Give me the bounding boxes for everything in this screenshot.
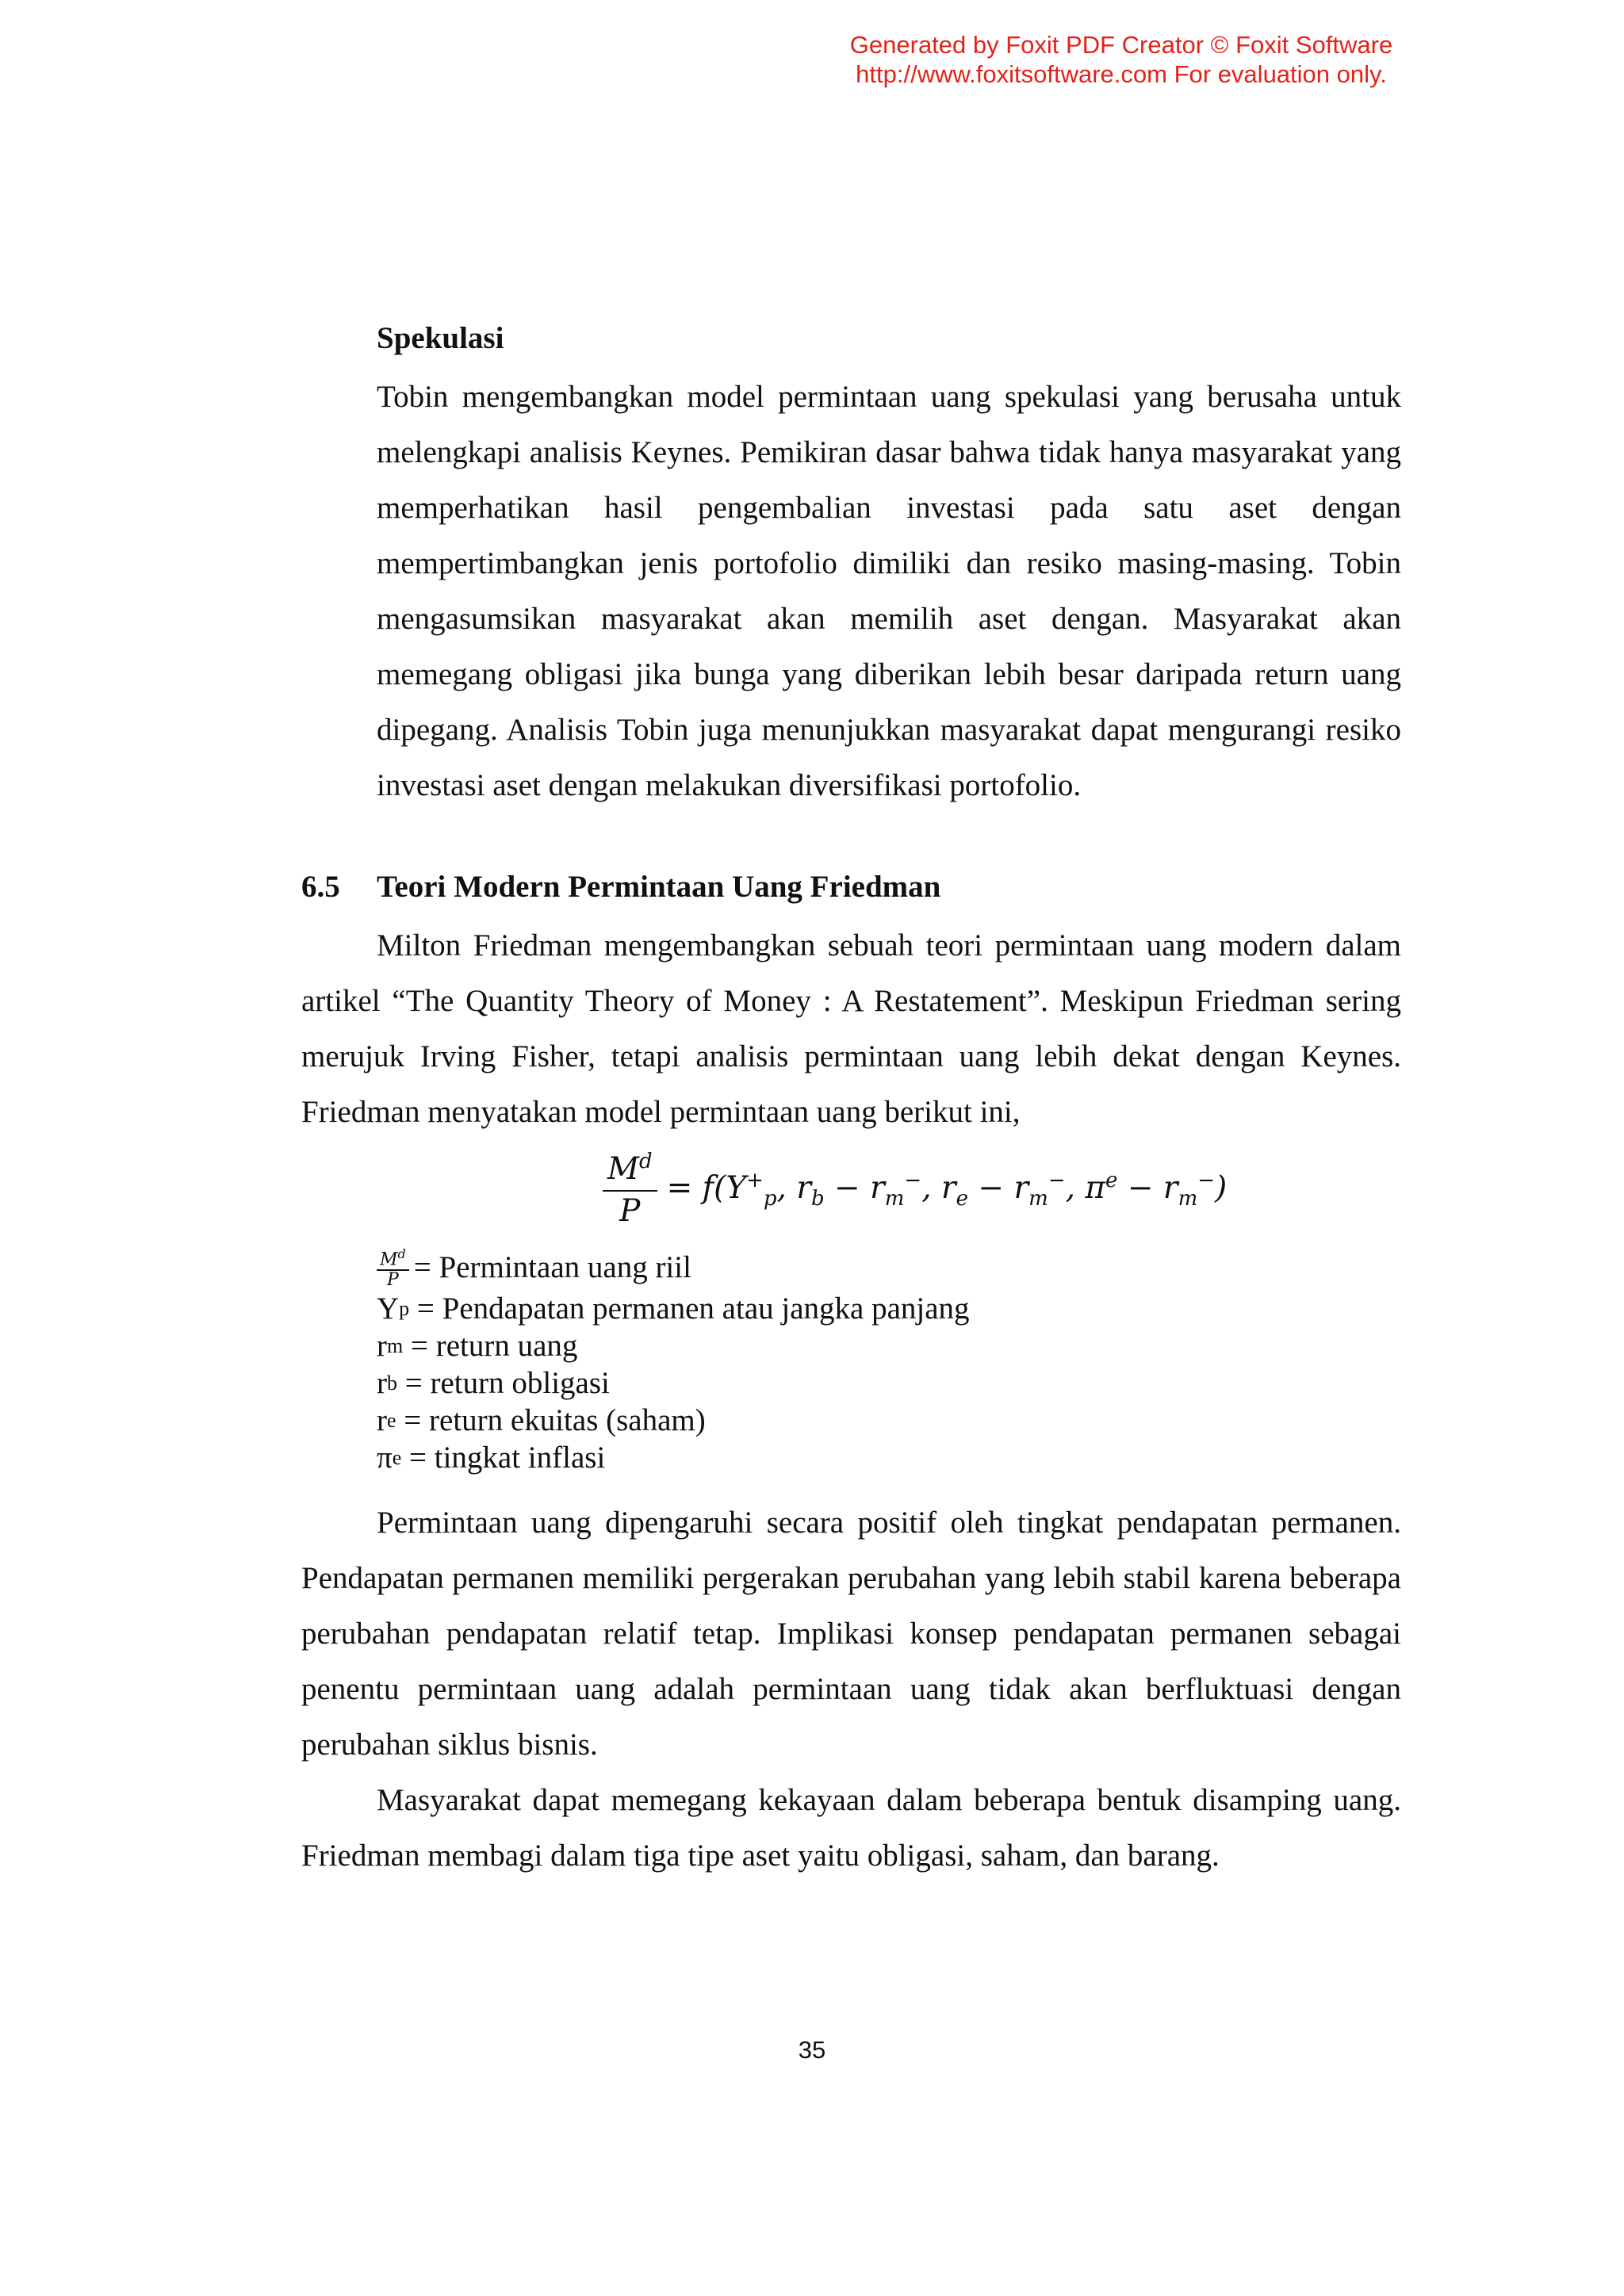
definition-md-over-p: $\frac{M^d}{P}$ = Permintaan uang riil xyxy=(377,1245,1170,1290)
paragraph-permanent-income: Permintaan uang dipengaruhi secara positif oleh tingkat pendapatan permanen. Pendapatan permanen memiliki pergerakan perubahan yang lebih stabil karena beberapa perubahan pendapatan relatif tetap. Implikasi konsep pendapatan permanen sebagai penentu permintaan uang adalah permintaan uang tidak akan berfluktuasi dengan perubahan siklus bisnis. xyxy=(301,1506,1401,1762)
section-number: 6.5 xyxy=(301,870,340,904)
definition-rm: r m = return uang xyxy=(377,1329,578,1364)
formula-fraction xyxy=(603,1150,657,1229)
watermark xyxy=(812,30,1431,89)
section-intro xyxy=(301,918,1401,1140)
definition-pi: π e = tingkat inflasi xyxy=(377,1441,606,1475)
paragraph-wealth-forms: Masyarakat dapat memegang kekayaan dalam beberapa bentuk disamping uang. Friedman membagi dalam tiga tipe aset yaitu obligasi, saham, dan barang. xyxy=(301,1783,1401,1873)
formula-definitions xyxy=(377,1245,1170,1476)
watermark-line-1: Generated by Foxit PDF Creator © Foxit Software xyxy=(849,31,1393,59)
definition-fraction: $\frac{M^d}{P}$ xyxy=(377,1245,409,1290)
speculation-paragraph-text: Tobin mengembangkan model permintaan uang spekulasi yang berusaha untuk melengkapi analisis Keynes. Pemikiran dasar bahwa tidak hanya masyarakat yang memperhatikan hasil pengembalian investasi pada satu aset dengan mempertimbangkan jenis portofolio dimiliki dan resiko masing-masing. Tobin mengasumsikan masyarakat akan memilih aset dengan. Masyarakat akan memegang obligasi jika bunga yang diberikan lebih besar daripada return uang dipegang. Analisis Tobin juga menunjukkan masyarakat dapat mengurangi resiko investasi aset dengan melakukan diversifikasi portofolio. xyxy=(377,380,1401,802)
definition-yp: Y p = Pendapatan permanen atau jangka panjang xyxy=(377,1292,970,1326)
formula-rhs: = $f(Y^+_p$, $r_b - r_m^-$, $r_e - r_m^-$, $\pi^e - r_m^-$) xyxy=(666,1168,1228,1211)
definition-re: r e = return ekuitas (saham) xyxy=(377,1403,706,1438)
speculation-paragraph xyxy=(377,369,1401,813)
formula-denominator: P xyxy=(619,1193,641,1229)
formula-numerator: $M^d$ xyxy=(603,1150,657,1192)
section-title: Teori Modern Permintaan Uang Friedman xyxy=(377,870,941,904)
speculation-heading: Spekulasi xyxy=(377,321,504,355)
body-paragraphs xyxy=(301,1495,1401,1884)
section-intro-text: Milton Friedman mengembangkan sebuah teori permintaan uang modern dalam artikel “The Quantity Theory of Money : A Restatement”. Meskipun Friedman sering merujuk Irving Fisher, tetapi analisis permintaan uang lebih dekat dengan Keynes. Friedman menyatakan model permintaan uang berikut ini, xyxy=(301,928,1401,1129)
friedman-formula xyxy=(603,1142,1227,1237)
page-number: 35 xyxy=(798,2036,826,2064)
watermark-line-2: http://www.foxitsoftware.com For evaluation only. xyxy=(856,60,1387,88)
definition-rb: r b = return obligasi xyxy=(377,1366,610,1401)
